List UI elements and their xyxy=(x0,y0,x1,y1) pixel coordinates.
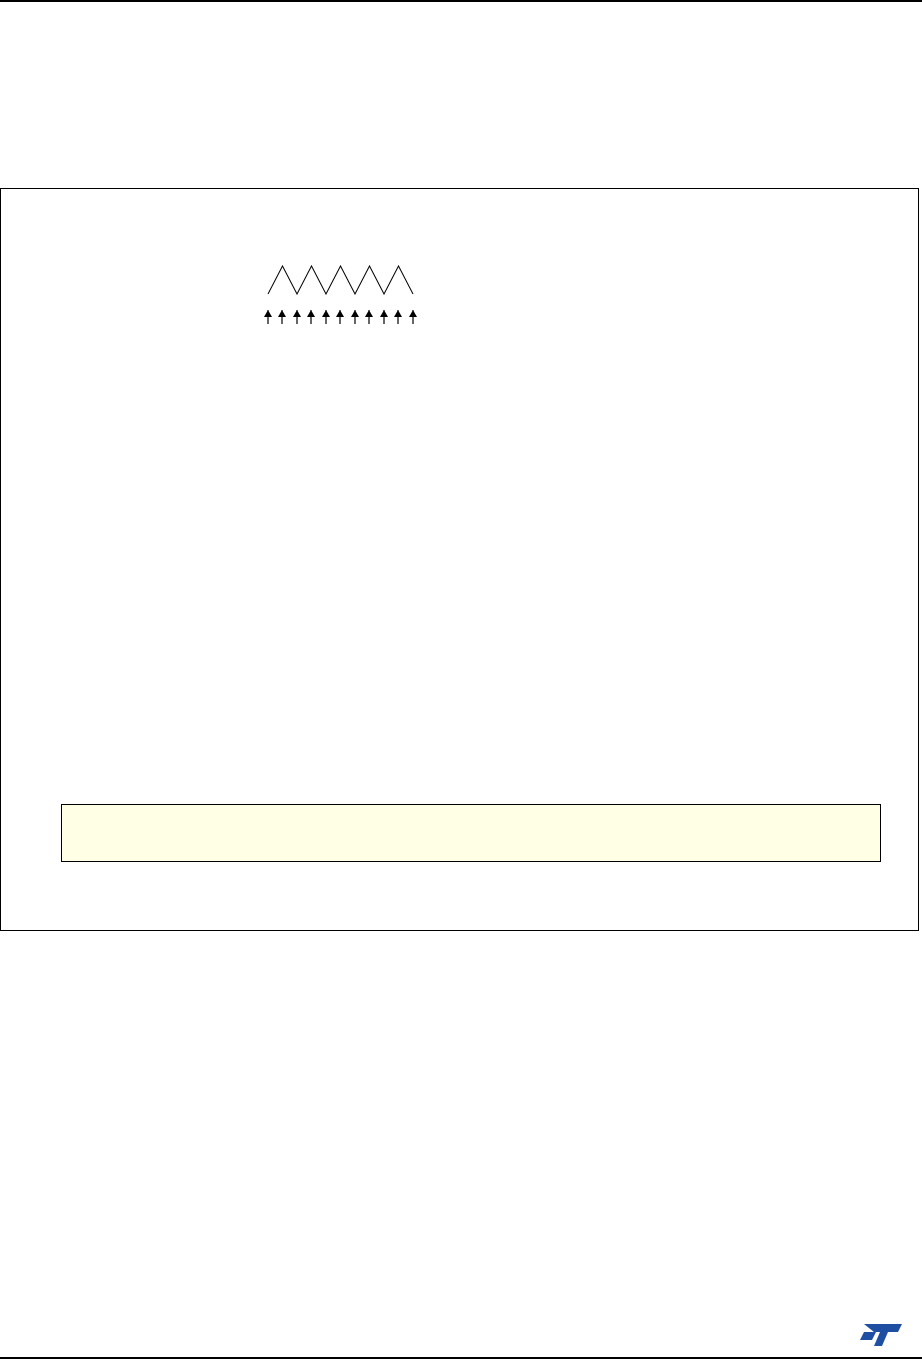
update-arrow-r0-c0-0-head xyxy=(264,310,272,317)
update-arrow-r0-c0-2-head xyxy=(293,310,301,317)
update-arrow-r0-c0-5-head xyxy=(336,310,344,317)
update-arrow-r0-c0-3-head xyxy=(307,310,315,317)
update-arrow-r0-c0-7-head xyxy=(365,310,373,317)
st-logo-shape xyxy=(860,1324,902,1346)
update-arrow-r0-c0-10-head xyxy=(409,310,417,317)
update-arrow-r0-c0-1-head xyxy=(278,310,286,317)
update-arrow-r0-c0-9-head xyxy=(394,310,402,317)
update-arrow-r0-c0-6-head xyxy=(351,310,359,317)
update-arrow-r0-c0-4-head xyxy=(322,310,330,317)
update-arrow-r0-c0-8-head xyxy=(380,310,388,317)
waveform-0-row-0 xyxy=(268,266,413,294)
st-logo xyxy=(858,1320,906,1350)
